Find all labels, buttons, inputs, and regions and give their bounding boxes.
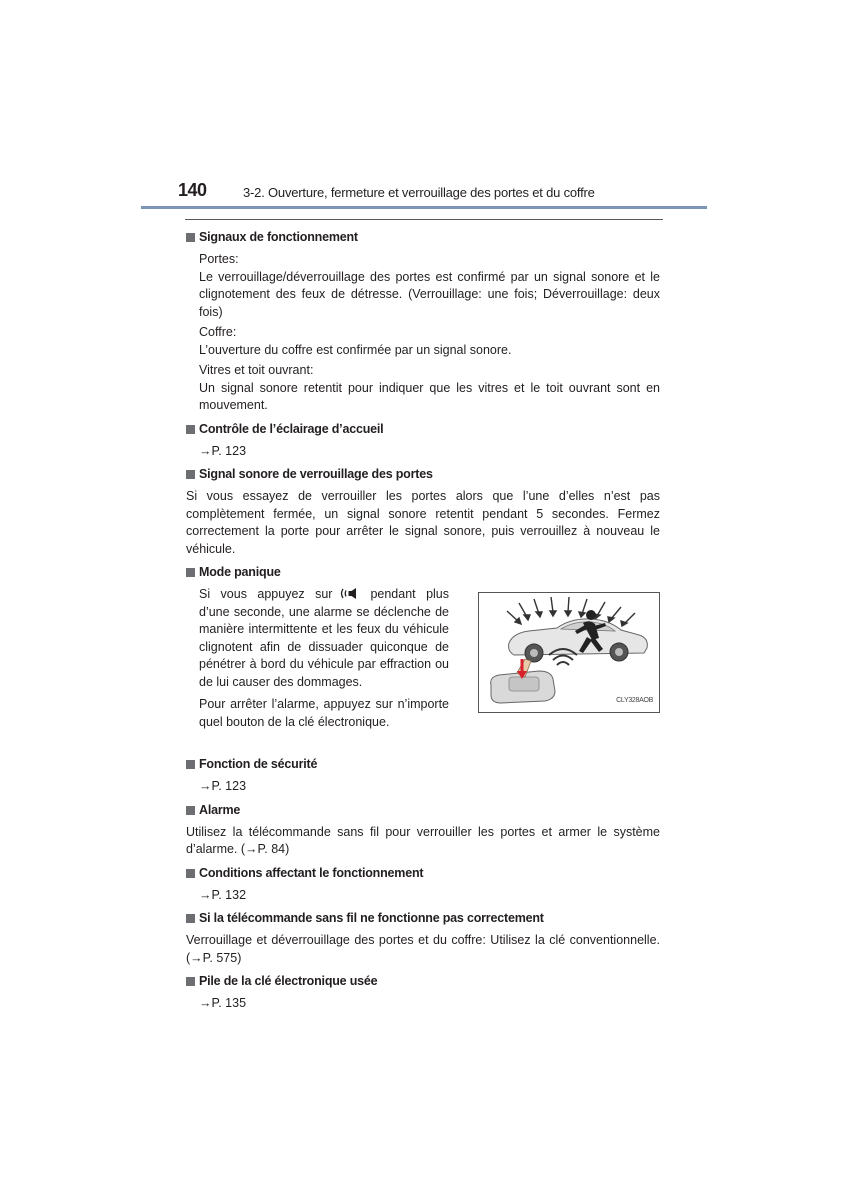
section-securite (186, 756, 660, 796)
section-title (186, 910, 660, 927)
chapter-title: 3-2. Ouverture, fermeture et verrouillage des portes et du coffre (243, 185, 595, 200)
section-signaux (186, 229, 660, 415)
page-reference: →P. 132 (199, 887, 247, 902)
section-title-text: Si la télécommande sans fil ne fonctionne pas correctement (199, 911, 544, 925)
bullet-square-icon (186, 568, 195, 577)
header-rule (141, 206, 707, 209)
section-title (186, 466, 660, 483)
section-title-text: Fonction de sécurité (199, 757, 318, 771)
section-title-text: Signaux de fonctionnement (199, 230, 358, 244)
panic-text-end: pendant plus d’une seconde, une alarme se déclenche de manière intermittente et les feux du véhicule clignotent afin de dissuader quiconque de pénétrer à bord du véhicule par effraction ou de lui causer des dommages. (199, 587, 450, 689)
section-title-text: Contrôle de l’éclairage d’accueil (199, 421, 384, 436)
page-reference: →P. 123 (199, 779, 247, 793)
panic-text (199, 586, 449, 734)
section-title-text: Conditions affectant le fonctionnement (199, 865, 424, 880)
section-title-text: Alarme (199, 802, 241, 817)
section-title (186, 973, 660, 990)
bullet-square-icon (186, 470, 195, 479)
panic-illustration (478, 592, 660, 713)
section-signal-sonore (186, 466, 660, 558)
page-reference: →P. 135 (199, 996, 247, 1010)
section-title-text: Signal sonore de verrouillage des portes (199, 467, 433, 481)
bullet-square-icon (186, 760, 195, 769)
page-reference: →P. 123 (199, 443, 247, 458)
section-title-text: Pile de la clé électronique usée (199, 974, 378, 988)
section-text: Verrouillage et déverrouillage des portes et du coffre: Utilisez la clé conventionnelle. (→P. 575) (186, 933, 660, 965)
section-body (199, 251, 660, 415)
bullet-square-icon (186, 869, 195, 878)
panic-text-start: Si vous appuyez sur (199, 587, 333, 601)
section-alarme (186, 802, 660, 859)
page-content (186, 229, 660, 1019)
vitres-text: Un signal sonore retentit pour indiquer que les vitres et le toit ouvrant sont en mouvement. (199, 380, 660, 412)
portes-label: Portes: (199, 252, 239, 266)
panic-button-icon (340, 587, 360, 600)
panic-stop-text: Pour arrêter l’alarme, appuyez sur n’importe quel bouton de la clé électronique. (199, 697, 449, 729)
section-title (186, 421, 660, 438)
section-title (186, 865, 660, 882)
section-title (186, 756, 660, 773)
section-title (186, 802, 660, 819)
figure-code: CLY328AOB (616, 696, 653, 704)
section-conditions (186, 865, 660, 905)
header-divider (185, 219, 663, 220)
section-title (186, 229, 660, 246)
section-title (186, 564, 660, 581)
bullet-square-icon (186, 914, 195, 923)
bullet-square-icon (186, 233, 195, 242)
portes-text: Le verrouillage/déverrouillage des portes est confirmé par un signal sonore et le clignotement des feux de détresse. (Verrouillage: une fois; Déverrouillage: deux fois) (199, 269, 660, 319)
section-pile (186, 973, 660, 1013)
page-number: 140 (178, 180, 207, 200)
vitres-label: Vitres et toit ouvrant: (199, 363, 314, 377)
section-eclairage (186, 421, 660, 461)
coffre-label: Coffre: (199, 325, 237, 339)
panic-block (199, 586, 660, 746)
bullet-square-icon (186, 806, 195, 815)
coffre-text: L’ouverture du coffre est confirmée par un signal sonore. (199, 342, 512, 357)
section-telecommande (186, 910, 660, 967)
section-text: Utilisez la télécommande sans fil pour verrouiller les portes et armer le système d’alarme. (→P. 84) (186, 824, 660, 856)
section-text: Si vous essayez de verrouiller les portes alors que l’une d’elles n’est pas complètement fermée, un signal sonore retentit pendant 5 secondes. Fermez correctement la porte pour arrêter le signal sonore, puis verrouillez à nouveau le véhicule. (186, 489, 660, 556)
bullet-square-icon (186, 425, 195, 434)
section-panique (186, 564, 660, 746)
section-title-text: Mode panique (199, 565, 281, 579)
bullet-square-icon (186, 977, 195, 986)
